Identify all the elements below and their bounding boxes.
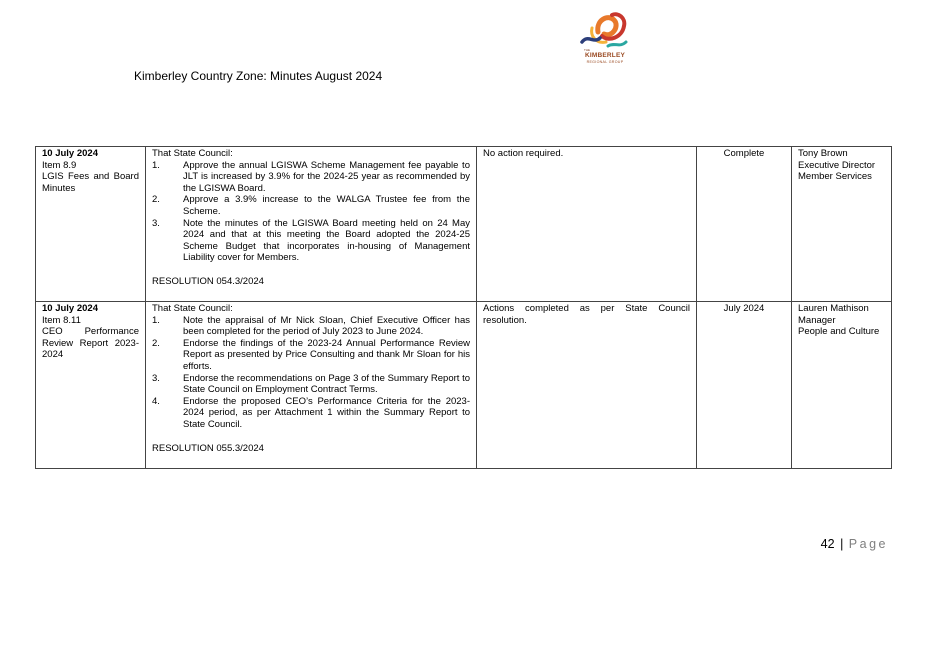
status-text: Complete bbox=[723, 148, 765, 159]
logo-name-text: KIMBERLEY bbox=[584, 52, 626, 59]
page-number: 42 bbox=[820, 537, 835, 551]
meeting-cell bbox=[36, 147, 146, 302]
motion-number: 3. bbox=[152, 372, 160, 384]
responsible-title: Manager bbox=[798, 314, 836, 326]
logo-the-text: THE bbox=[584, 48, 590, 52]
meeting-cell bbox=[36, 302, 146, 469]
logo-sub-text: REGIONAL GROUP bbox=[586, 60, 624, 64]
meeting-date: 10 July 2024 bbox=[42, 148, 98, 159]
motion-number: 2. bbox=[152, 337, 160, 349]
resolution-number: RESOLUTION 055.3/2024 bbox=[152, 442, 264, 454]
item-number: Item 8.11 bbox=[42, 314, 81, 326]
status-cell bbox=[697, 302, 792, 469]
motion-list bbox=[152, 315, 470, 431]
item-number: Item 8.9 bbox=[42, 159, 77, 171]
status-text: July 2024 bbox=[723, 303, 765, 314]
meeting-date: 10 July 2024 bbox=[42, 303, 98, 314]
list-item bbox=[152, 315, 470, 338]
item-subject: LGIS Fees and Board Minutes bbox=[42, 171, 139, 194]
responsible-cell bbox=[792, 302, 892, 469]
page-separator: | bbox=[840, 537, 844, 551]
resolution-lead: That State Council: bbox=[152, 303, 233, 314]
motion-text: Endorse the findings of the 2023-24 Annual Performance Review Report as presented by Price Consulting and thank Mr Sloan for his efforts. bbox=[183, 337, 470, 372]
resolution-number: RESOLUTION 054.3/2024 bbox=[152, 275, 264, 287]
list-item bbox=[152, 194, 470, 217]
motion-text: Approve the annual LGISWA Scheme Management fee payable to JLT is increased by 3.9% for the 2024-25 year as recommended by the LGISWA Board. bbox=[183, 159, 470, 194]
page-label: Page bbox=[848, 537, 888, 551]
motion-text: Endorse the recommendations on Page 3 of the Summary Report to State Council on Employment Contract Terms. bbox=[183, 372, 470, 396]
responsible-department: People and Culture bbox=[798, 326, 880, 338]
resolution-cell bbox=[146, 147, 477, 302]
list-item bbox=[152, 396, 470, 431]
resolution-lead: That State Council: bbox=[152, 148, 233, 159]
action-cell bbox=[477, 302, 697, 469]
table-row bbox=[36, 147, 892, 302]
list-item bbox=[152, 373, 470, 396]
motion-number: 1. bbox=[152, 314, 160, 326]
list-item bbox=[152, 218, 470, 264]
item-subject: CEO Performance Review Report 2023-2024 bbox=[42, 326, 139, 361]
motion-number: 1. bbox=[152, 159, 160, 171]
motion-text: Note the minutes of the LGISWA Board meeting held on 24 May 2024 and that at this meeting the Board adopted the 2024-25 Scheme Budget that incorporates in-housing of Management Liability cover for Members. bbox=[183, 217, 470, 264]
motion-text: Approve a 3.9% increase to the WALGA Trustee fee from the Scheme. bbox=[183, 194, 470, 217]
motion-number: 2. bbox=[152, 194, 160, 206]
motion-number: 4. bbox=[152, 395, 160, 407]
motion-text: Note the appraisal of Mr Nick Sloan, Chief Executive Officer has been completed for the period of July 2023 to June 2024. bbox=[183, 314, 470, 338]
document-title: Kimberley Country Zone: Minutes August 2024 bbox=[134, 69, 383, 83]
list-item bbox=[152, 160, 470, 195]
motion-list bbox=[152, 160, 470, 264]
responsible-title: Executive Director bbox=[798, 159, 876, 171]
resolution-cell bbox=[146, 302, 477, 469]
responsible-cell bbox=[792, 147, 892, 302]
status-cell bbox=[697, 147, 792, 302]
action-cell bbox=[477, 147, 697, 302]
responsible-name: Lauren Mathison bbox=[798, 303, 869, 314]
table-row bbox=[36, 302, 892, 469]
page-footer bbox=[821, 537, 888, 551]
responsible-department: Member Services bbox=[798, 171, 872, 183]
motion-number: 3. bbox=[152, 217, 160, 229]
list-item bbox=[152, 338, 470, 373]
action-text: Actions completed as per State Council resolution. bbox=[483, 303, 690, 326]
motion-text: Endorse the proposed CEO’s Performance Criteria for the 2023-2024 period, as per Attachment 1 within the Summary Report to State Council. bbox=[183, 395, 470, 430]
responsible-name: Tony Brown bbox=[798, 148, 848, 159]
action-text: No action required. bbox=[483, 148, 564, 159]
minutes-table bbox=[35, 146, 892, 469]
